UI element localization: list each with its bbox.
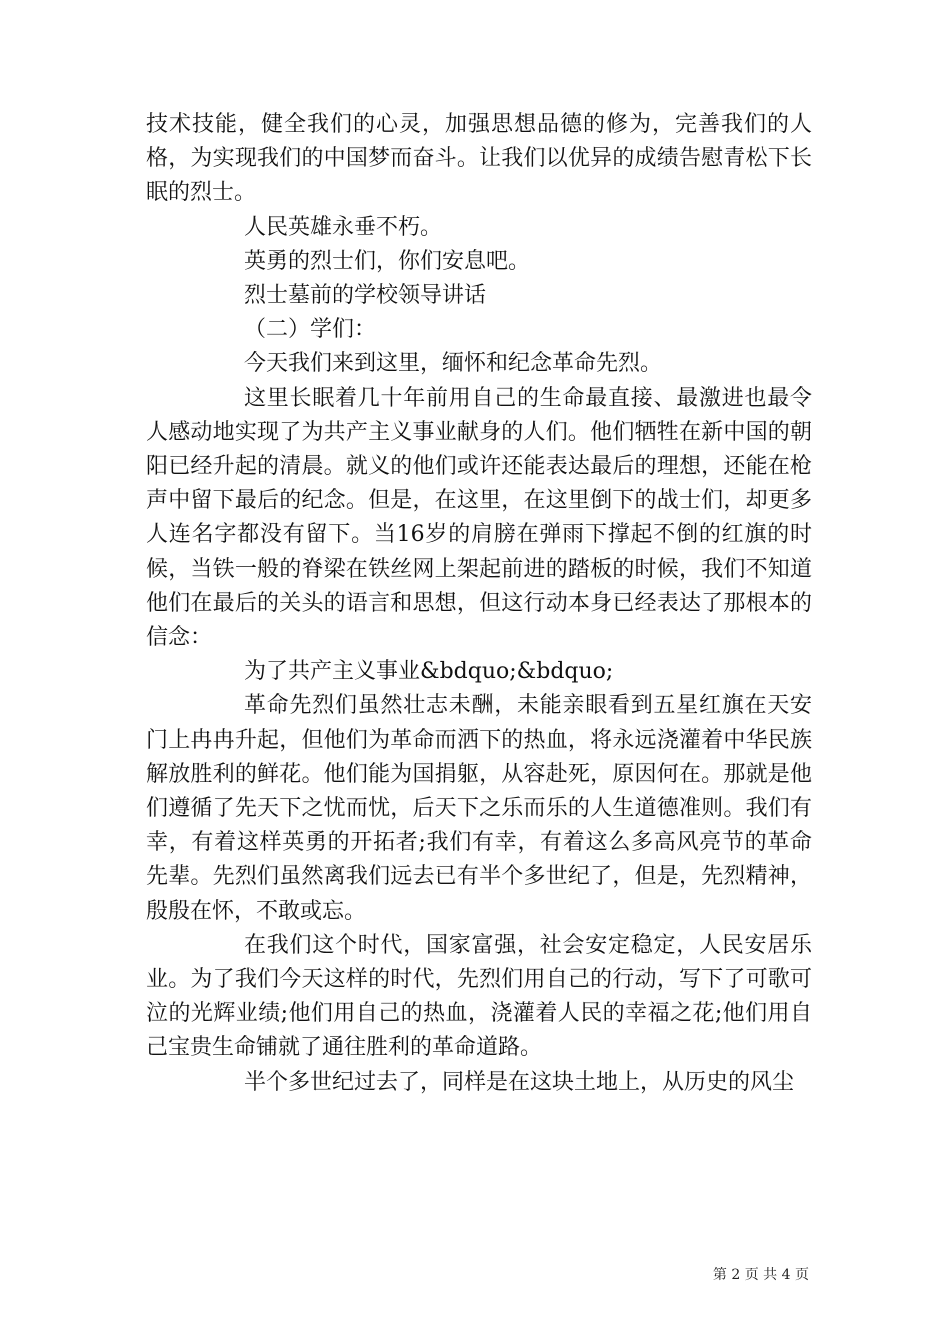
paragraph: 这里长眠着几十年前用自己的生命最直接、最激进也最令人感动地实现了为共产主义事业献身的人们。他们牺牲在新中国的朝阳已经升起的清晨。就义的他们或许还能表达最后的理想，还能在枪声中留下最后的纪念。但是，在这里，在这里倒下的战士们，却更多人连名字都没有留下。当16岁的肩膀在弹雨下撑起不倒的红旗的时候，当铁一般的脊梁在铁丝网上架起前进的踏板的时候，我们不知道他们在最后的关头的语言和思想，但这行动本身已经表达了那根本的信念： [146,385,812,651]
paragraph: 在我们这个时代，国家富强，社会安定稳定，人民安居乐业。为了我们今天这样的时代，先烈们用自己的行动，写下了可歌可泣的光辉业绩;他们用自己的热血，浇灌着人民的幸福之花;他们用自己宝贵生命铺就了通往胜利的革命道路。 [146,932,812,1061]
paragraph: 技术技能，健全我们的心灵，加强思想品德的修为，完善我们的人格，为实现我们的中国梦而奋斗。让我们以优异的成绩告慰青松下长眠的烈士。 [146,112,812,206]
paragraph: 英勇的烈士们，你们安息吧。 [244,248,531,274]
paragraph: 为了共产主义事业&bdquo;&bdquo; [244,659,614,685]
paragraph: 烈士墓前的学校领导讲话 [244,283,487,309]
paragraph: 革命先烈们虽然壮志未酬，未能亲眼看到五星红旗在天安门上冉冉升起，但他们为革命而洒下的热血，将永远浇灌着中华民族解放胜利的鲜花。他们能为国捐躯，从容赴死，原因何在。那就是他们遵循了先天下之忧而忧，后天下之乐而乐的人生道德准则。我们有幸，有着这样英勇的开拓者;我们有幸，有着这么多高风亮节的革命先辈。先烈们虽然离我们远去已有半个多世纪了，但是，先烈精神，殷殷在怀，不敢或忘。 [146,693,812,924]
paragraph: （二）学们： [244,317,377,343]
paragraph: 半个多世纪过去了，同样是在这块土地上，从历史的风尘 [244,1069,795,1095]
paragraph: 今天我们来到这里，缅怀和纪念革命先烈。 [244,351,663,377]
paragraph: 人民英雄永垂不朽。 [244,214,443,240]
document-body [146,108,812,1100]
page-number: 第 2 页 共 4 页 [712,1267,809,1283]
